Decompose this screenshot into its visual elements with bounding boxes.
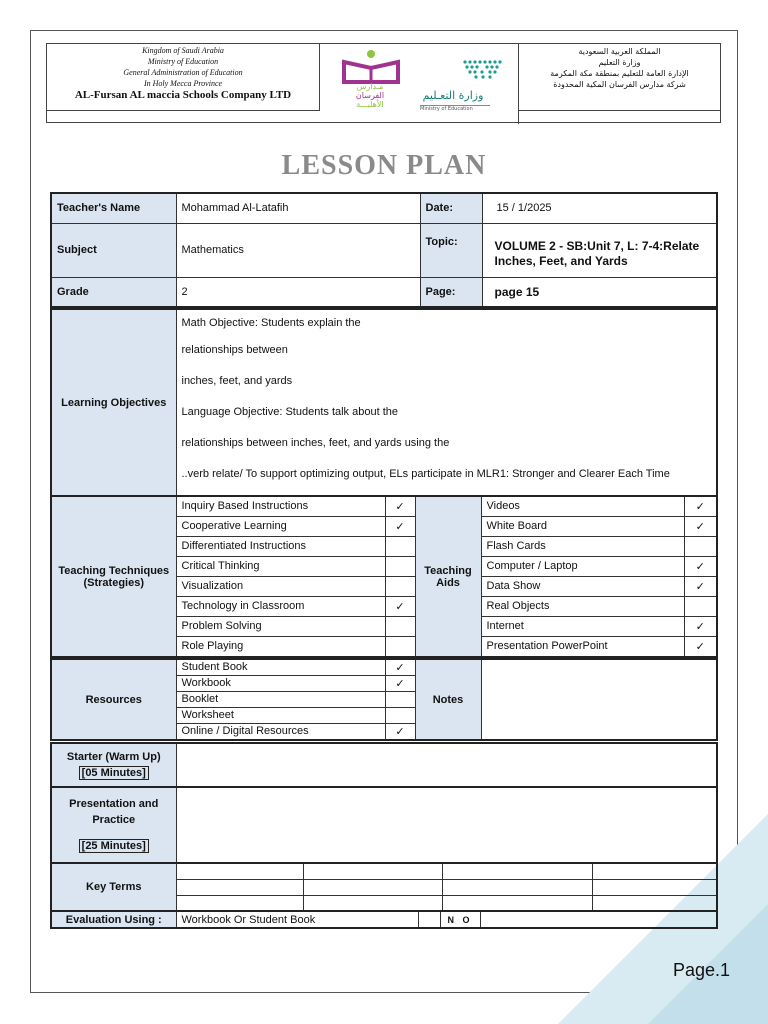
key-term-cell[interactable] [442,879,592,895]
key-term-cell[interactable] [592,879,717,895]
key-term-cell[interactable] [303,895,442,911]
teacher-value: Mohammad Al-Latafih [176,193,420,223]
info-table [50,192,718,308]
letterhead-english [47,44,320,110]
ministry-logo-subtext: Ministry of Education [420,105,490,112]
evaluation-spacer [418,911,440,928]
date-value: 15 / 1/2025 [482,193,717,223]
header-line: الإدارة العامة للتعليم بمنطقة مكة المكرمة [550,69,689,78]
technique-name: Inquiry Based Instructions [176,496,385,516]
technique-name: Problem Solving [176,616,385,636]
technique-name: Role Playing [176,636,385,657]
page-value: page 15 [482,277,717,307]
logo-text-line: الفرسان [355,91,385,100]
starter-time: [05 Minutes] [79,766,149,780]
header-line: Ministry of Education [147,57,219,66]
evaluation-table [50,910,718,929]
page-number: Page.1 [672,960,730,980]
objectives-label: Learning Objectives [51,309,176,496]
objectives-table [50,308,718,497]
technique-check [385,616,415,636]
aid-check: ✓ [684,576,717,596]
header-line: المملكة العربية السعودية [578,47,661,56]
resource-check: ✓ [385,659,415,675]
school-logo-text [340,82,400,109]
techniques-label-line: (Strategies) [83,576,145,589]
key-term-cell[interactable] [442,895,592,911]
resource-name: Workbook [176,675,385,691]
ministry-logo-text: وزارة التعـليم [422,89,484,102]
notes-area[interactable] [481,659,717,740]
technique-check [385,536,415,556]
presentation-content[interactable] [176,787,717,863]
evaluation-yes-no: N O [440,911,480,928]
teacher-label: Teacher's Name [51,193,176,223]
header-line: شركة مدارس الفرسان المكية المحدودة [553,80,686,89]
key-term-cell[interactable] [176,895,303,911]
key-term-cell[interactable] [176,863,303,879]
aid-check [684,536,717,556]
resource-name: Student Book [176,659,385,675]
aid-check [684,596,717,616]
technique-name: Technology in Classroom [176,596,385,616]
objective-line: inches, feet, and yards [181,375,293,387]
aid-check: ✓ [684,556,717,576]
aids-label-line: Aids [436,576,460,589]
aid-name: White Board [481,516,684,536]
key-term-cell[interactable] [303,863,442,879]
evaluation-value: Workbook Or Student Book [176,911,418,928]
logo-text-line: مـدارس [356,82,384,91]
page-label: Page: [420,277,482,307]
aid-check: ✓ [684,636,717,657]
grade-value: 2 [176,277,420,307]
starter-content[interactable] [176,743,717,787]
company-name: AL-Fursan AL maccia Schools Company LTD [74,89,292,101]
technique-name: Cooperative Learning [176,516,385,536]
starter-label [51,743,176,787]
resources-table [50,658,718,741]
resources-label: Resources [51,659,176,740]
divider [518,110,721,111]
objective-line: ..verb relate/ To support optimizing output, ELs participate in MLR1: Stronger and Clearer Each Time [181,468,670,480]
technique-check [385,636,415,657]
aids-label [415,496,481,657]
technique-name: Differentiated Instructions [176,536,385,556]
resource-check [385,707,415,723]
objective-line: Language Objective: Students talk about the [181,406,398,418]
page-title: LESSON PLAN [281,150,487,181]
header-line: General Administration of Education [123,68,243,77]
technique-check: ✓ [385,596,415,616]
presentation-table [50,786,718,864]
technique-name: Critical Thinking [176,556,385,576]
date-label: Date: [420,193,482,223]
subject-label: Subject [51,223,176,277]
technique-check: ✓ [385,496,415,516]
technique-check [385,576,415,596]
objective-line: Math Objective: Students explain the [181,317,361,329]
letterhead [46,43,721,123]
key-term-cell[interactable] [303,879,442,895]
presentation-title-line: Practice [92,814,136,826]
presentation-title-line: Presentation and [69,798,159,810]
techniques-label-line: Teaching Techniques [58,564,170,577]
presentation-label [51,787,176,863]
key-terms-table [50,862,718,912]
techniques-label [51,496,176,657]
technique-check [385,556,415,576]
resource-check: ✓ [385,675,415,691]
aid-check: ✓ [684,516,717,536]
aid-name: Data Show [481,576,684,596]
objective-line: relationships between [181,344,288,356]
key-term-cell[interactable] [592,863,717,879]
starter-table [50,742,718,788]
letterhead-arabic [518,44,721,110]
divider [47,110,320,111]
technique-check: ✓ [385,516,415,536]
resource-check [385,691,415,707]
resource-check: ✓ [385,723,415,740]
evaluation-label: Evaluation Using : [51,911,176,928]
aid-name: Real Objects [481,596,684,616]
key-term-cell[interactable] [592,895,717,911]
aid-name: Internet [481,616,684,636]
subject-value: Mathematics [176,223,420,277]
aids-label-line: Teaching [424,564,472,577]
aid-check: ✓ [684,496,717,516]
grade-label: Grade [51,277,176,307]
topic-value: VOLUME 2 - SB:Unit 7, L: 7-4:Relate Inches, Feet, and Yards [482,223,717,277]
aid-check: ✓ [684,616,717,636]
resource-name: Booklet [176,691,385,707]
letterhead-logos [320,44,519,124]
key-term-cell[interactable] [442,863,592,879]
aid-name: Presentation PowerPoint [481,636,684,657]
presentation-time: [25 Minutes] [79,839,149,853]
aid-name: Flash Cards [481,536,684,556]
header-line: وزارة التعليم [598,58,641,67]
techniques-table [50,495,718,658]
objective-line: relationships between inches, feet, and yards using the [181,437,450,449]
resource-name: Online / Digital Resources [176,723,385,740]
technique-name: Visualization [176,576,385,596]
resource-name: Worksheet [176,707,385,723]
header-line: Kingdom of Saudi Arabia [142,46,224,55]
aid-name: Computer / Laptop [481,556,684,576]
aid-name: Videos [481,496,684,516]
key-terms-label: Key Terms [51,863,176,911]
key-term-cell[interactable] [176,879,303,895]
header-line: In Holy Mecca Province [143,79,223,88]
objectives-text [176,309,717,496]
evaluation-notes[interactable] [480,911,717,928]
notes-label: Notes [415,659,481,740]
logo-text-line: الأهليـــة [356,100,384,109]
topic-label: Topic: [420,223,482,277]
starter-title: Starter (Warm Up) [66,751,161,763]
